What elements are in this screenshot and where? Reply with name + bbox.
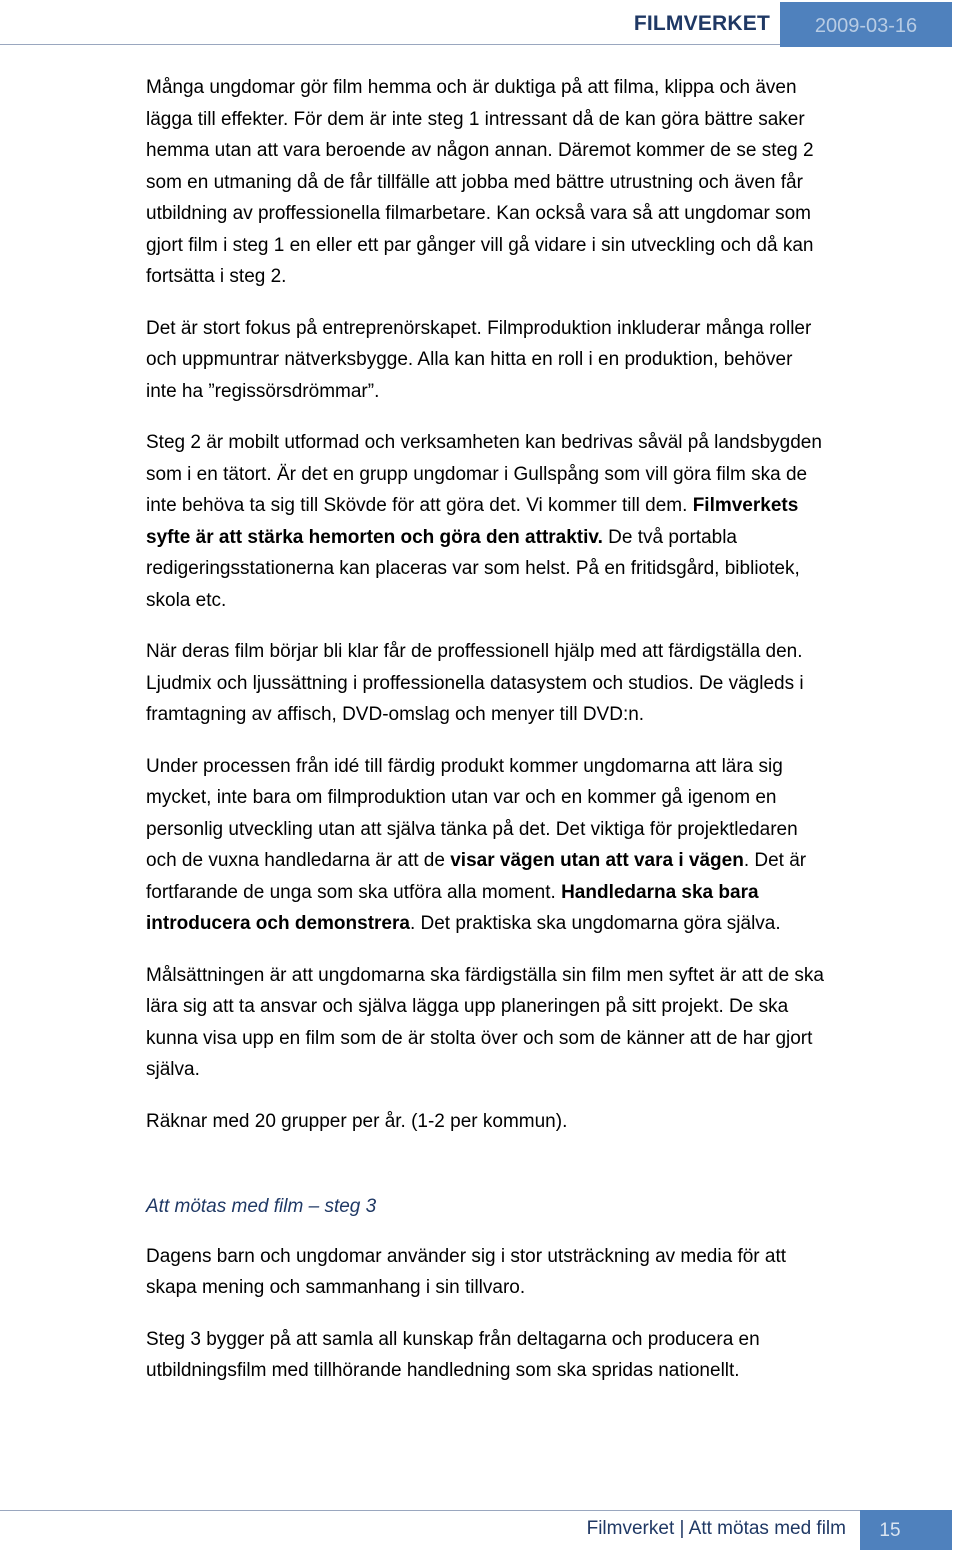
paragraph	[146, 1241, 826, 1304]
header-date: 2009-03-16	[814, 15, 918, 37]
text-run: . Det praktiska ska ungdomarna göra själva.	[409, 913, 781, 934]
body-section-1	[146, 72, 826, 1137]
footer-rule	[0, 1510, 860, 1511]
text-run: De två portabla redigeringsstationerna kan placeras var som helst. På en fritidsgård, bibliotek, skola etc.	[146, 526, 800, 611]
paragraph	[146, 751, 826, 940]
paragraph	[146, 1324, 826, 1387]
text-run: Många ungdomar gör film hemma och är duktiga på att filma, klippa och även lägga till effekter. För dem är inte steg 1 intressant då de kan göra bättre saker hemma utan att vara beroende av någon annan. Däremot kommer de se steg 2 som en utmaning då de får tillfälle att jobba med bättre utrustning och även får utbildning av proffessionella filmarbetare. Kan också vara så att ungdomar som gjort film i steg 1 en eller ett par gånger vill gå vidare i sin utveckling och då kan fortsätta i steg 2.	[146, 77, 814, 287]
page-number: 15	[879, 1520, 901, 1541]
page-number-box	[860, 1510, 952, 1550]
section-heading: Att mötas med film – steg 3	[146, 1196, 377, 1217]
paragraph	[146, 1106, 826, 1138]
header-date-box	[780, 2, 952, 47]
text-run: Målsättningen är att ungdomarna ska färdigställa sin film men syftet är att de ska lära sig att ta ansvar och själva lägga upp planeringen på sitt projekt. De ska kunna visa upp en film som de är stolta över och som de känner att de har gjort själva.	[146, 964, 824, 1080]
bold-text: visar vägen utan att vara i vägen	[450, 850, 744, 871]
text-run: Steg 2 är mobilt utformad och verksamheten kan bedrivas såväl på landsbygden som i en tätort. Är det en grupp ungdomar i Gullspång som vill göra film ska de inte behöva ta sig till Skövde för att göra det. Vi kommer till dem.	[146, 432, 822, 516]
text-run: . Det är fortfarande de unga som ska utföra alla moment.	[146, 850, 807, 903]
text-run: Det är stort fokus på entreprenörskapet. Filmproduktion inkluderar många roller och uppmuntrar nätverksbygge. Alla kan hitta en roll i en produktion, behöver inte ha ”regissörsdrömmar”.	[146, 317, 812, 402]
paragraph	[146, 72, 826, 293]
bold-text: Filmverkets syfte är att stärka hemorten och göra den attraktiv.	[146, 495, 799, 548]
text-run: Räknar med 20 grupper per år. (1-2 per kommun).	[146, 1110, 568, 1132]
text-run: Steg 3 bygger på att samla all kunskap från deltagarna och producera en utbildningsfilm med tillhörande handledning som ska spridas nationellt.	[146, 1328, 760, 1381]
text-run: Under processen från idé till färdig produkt kommer ungdomarna att lära sig mycket, inte bara om filmproduktion utan var och en kommer gå igenom en personlig utveckling utan att själva tänka på det. Det viktiga för projektledaren och de vuxna handledarna är att de	[146, 755, 798, 871]
bold-text: Handledarna ska bara introducera och demonstrera	[146, 881, 759, 934]
paragraph	[146, 636, 826, 731]
page-header	[0, 0, 960, 48]
header-rule	[0, 44, 780, 45]
paragraph	[146, 313, 826, 408]
paragraph	[146, 427, 826, 616]
paragraph	[146, 960, 826, 1086]
footer-text: Filmverket | Att mötas med film	[586, 1518, 846, 1539]
header-title: FILMVERKET	[633, 12, 770, 35]
body-section-2	[146, 1241, 826, 1387]
text-run: När deras film börjar bli klar får de proffessionell hjälp med att färdigställa den. Ljudmix och ljussättning i proffessionella datasystem och studios. De vägleds i framtagning av affisch, DVD-omslag och menyer till DVD:n.	[146, 641, 804, 725]
text-run: Dagens barn och ungdomar använder sig i stor utsträckning av media för att skapa mening och sammanhang i sin tillvaro.	[146, 1245, 787, 1298]
document-body	[146, 72, 826, 1407]
